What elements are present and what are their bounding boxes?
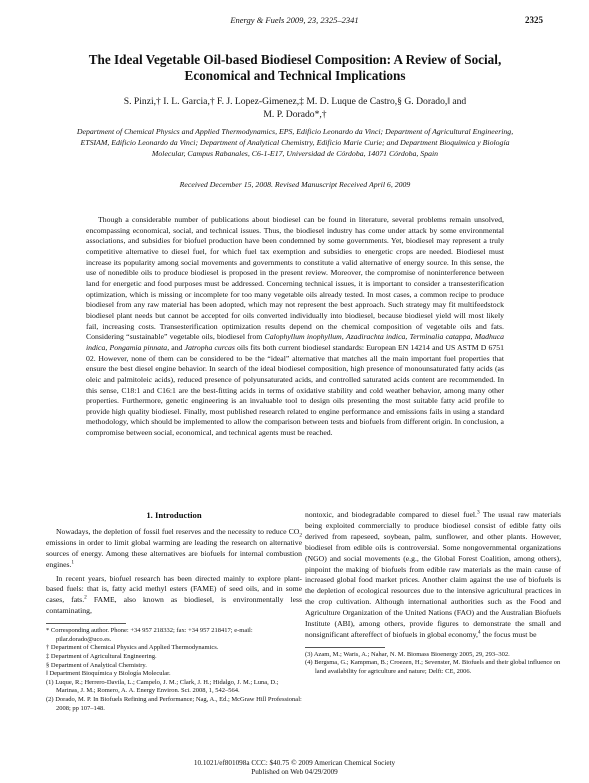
page-footer	[0, 759, 589, 777]
doi-copyright: 10.1021/ef801098a CCC: $40.75 © 2009 American Chemical Society	[193, 759, 396, 767]
authors-line-1: S. Pinzi,† I. L. Garcia,† F. J. Lopez-Gimenez,‡ M. D. Luque de Castro,§ G. Dorado,‖ and	[123, 96, 467, 107]
reference: (2) Dorado, M. P. In Biofuels Refining and Performance; Nag, A., Ed.; McGraw Hill Professional: 2008; pp 107–148.	[46, 695, 302, 712]
section-heading-introduction: 1. Introduction	[146, 510, 202, 520]
abstract-separator: ,	[105, 342, 110, 352]
abstract-separator: , and	[167, 342, 185, 352]
right-column	[305, 510, 561, 677]
species-name: Calophyllum inophyllum	[264, 332, 342, 342]
text-run: nontoxic, and biodegradable compared to diesel fuel.	[305, 510, 477, 519]
reference: (1) Luque, R.; Herrero-Davila, L.; Campelo, J. M.; Clark, J. H.; Hidalgo, J. M.; Luna, D.; Marinas, J. M.; Romero, A. A. Energy Environ. Sci. 2008, 1, 542–564.	[46, 678, 279, 695]
citation-marker: 2	[84, 594, 87, 601]
footnote-rule	[305, 647, 385, 648]
citation-marker: 1	[71, 559, 75, 566]
footnotes-left	[46, 627, 302, 713]
species-name: Terminalia catappa	[409, 332, 471, 342]
intro-paragraph-continued	[305, 510, 561, 641]
abstract-text-2: oils fits both current biodiesel standards: European EN 14214 and US ASTM D 6751 02. However, none of them can be considered to be the “ideal” alternative that matches all the main important fuel properties that ensure the best diesel engine behavior. In search of the ideal biodiesel composition, high presence of monounsaturated fatty acids (as oleic and palmitoleic acids), reduced presence of polyunsaturated acids, and controlled saturated acids content are recommended. In this sense, C18:1 and C16:1 are the best-fitting acids in terms of oxidative stability and cold weather behavior, among many other properties. Furthermore, genetic engineering is an invaluable tool to design oils presenting the most suitable fatty acid profile to provide high quality biodiesel. Finally, most published research related to engine performance and emissions fails in using a standard methodology, which should be implemented to allow the comparison between tests and biofuels from different origin. In conclusion, a compromise between social, economical, and technical agents must be reached.	[86, 342, 504, 438]
running-header	[0, 15, 589, 27]
species-name: Madhuca indica	[86, 332, 505, 352]
text-run: The usual raw materials being exploited commercially to produce biodiesel consist of edible fatty oils derived from rapeseed, soybean, palm, sunflower, and other plants. However, biodiesel from edible oils is controversial. Some nongovernmental organizations (NGO) and social movements (e.g., the Global Forest Coalition, among others), pinpoint the making of biofuels from edible raw materials as the main cause of increased global food market prices. Another claim against the use of biofuels is the depletion of ecological resources due to the intensive agricultural practices in the crop cultivation. Although international authorities such as the Food and Agriculture Organization of the United Nations (FAO) and the Australian Biofuels Institute (ABI), among others, provide figures to demonstrate the small and nonsignificant aftereffect of biofuels in global economy,	[305, 510, 561, 639]
affiliations: Department of Chemical Physics and Applied Thermodynamics, EPS, Edificio Leonardo da Vinci; Department of Agricultural Engineering, ETSIAM, Edificio Leonardo da Vinci; Department of Analytical Chemistry, Edificio Marie Curie; and Department Bioquímica y Biología Molecular, Campus Rabanales, C6-1-E17, Universidad de Córdoba, 14071 Córdoba, Spain	[76, 127, 514, 158]
paper-title: The Ideal Vegetable Oil-based Biodiesel Composition: A Review of Social, Economical and Technical Implications	[88, 52, 502, 83]
reference: (3) Azam, M.; Waris, A.; Nahar, N. M. Biomass Bioenergy 2005, 29, 293–302.	[305, 650, 510, 658]
footnote: ‡ Department of Agricultural Engineering.	[46, 652, 157, 660]
publication-date: Published on Web 04/29/2009	[251, 768, 338, 776]
text-run: FAME, also known as biodiesel, is environmentally less contaminating,	[46, 595, 302, 616]
species-name: Pongamia pinnata	[109, 342, 168, 352]
reference: (4) Bergsma, G.; Kampman, B.; Croezen, H.; Sevenster, M. Biofuels and their global influence on land availability for agriculture and nature; Delft: CE, 2006.	[305, 659, 561, 676]
citation-marker: 3	[476, 509, 480, 516]
species-name: Jatropha curcas	[184, 342, 235, 352]
received-dates: Received December 15, 2008. Revised Manuscript Received April 6, 2009	[179, 180, 411, 189]
text-run: the focus must be	[480, 629, 537, 639]
abstract-separator: ,	[341, 332, 346, 342]
text-run: Nowadays, the depletion of fossil fuel reserves and the necessity to reduce CO	[56, 526, 300, 536]
journal-reference: Energy & Fuels 2009, 23, 2325–2341	[230, 15, 359, 25]
text-run: emissions in order to limit global warming are leading the research on alternative sources of energy. Among these alternatives are biofuels for internal combustion engines.	[46, 537, 302, 569]
page-number: 2325	[525, 15, 543, 25]
species-name: Azadirachta indica	[345, 332, 406, 342]
footnote-rule	[46, 623, 126, 624]
footnote: § Department of Analytical Chemistry.	[46, 661, 147, 669]
abstract-text-1: Though a considerable number of publications about biodiesel can be found in literature, several problems remain unsolved, encompassing economical, social, and technical issues. Thus, the biodiesel industry has come under attack by some environmental associations, and subsidies for biofuel production have been condemned by some governments. Yet, biodiesel may represent a truly competitive alternative to diesel fuel, for which fuel tax exemption and subsidies to energetic crops are needed. Biodiesel must increase its popularity among social movements and governments to constitute a valid alternative of energy source. In this sense, the use of nonedible oils to produce biodiesel is proposed in the present review. Moreover, the compromise of noninterference between land for energetic and food purposes must be addressed. Concerning technical issues, it is important to consider a transesterification optimization, which is missing or incomplete for too many vegetable oils already tested. In most cases, a common recipe to produce biodiesel from any raw material has been adopted, which may not represent the best approach. Such strategy may fit multifeedstock biodiesel plant needs but cannot be accepted for oils converted individually into biodiesel, because biodiesel yield will most likely fail, increasing costs. Transesterification optimization results depend on the chemical composition of vegetable oils and fats. Considering “sustainable” vegetable oils, biodiesel from	[86, 215, 504, 342]
left-column	[46, 510, 302, 713]
footnote: * Corresponding author. Phone: +34 957 218332; fax: +34 957 218417; e-mail: pilar.dorado@uco.es.	[46, 627, 253, 643]
abstract-separator: ,	[405, 332, 410, 342]
citation-marker: 4	[477, 629, 481, 636]
footnote: † Department of Chemical Physics and Applied Thermodynamics.	[46, 644, 219, 652]
footnotes-right	[305, 651, 561, 677]
authors-line-2: M. P. Dorado*,†	[263, 109, 327, 120]
footnote: ‖ Department Bioquímica y Biología Molecular.	[46, 670, 171, 678]
intro-paragraph-1	[46, 527, 302, 571]
text-run: In recent years, biofuel research has been directed mainly to explore plant-based fuels: that is, fatty acid methyl esters (FAME) of seed oils, and in some cases, fats.	[46, 573, 302, 605]
abstract-separator: ,	[470, 332, 475, 342]
abstract	[86, 215, 504, 439]
intro-paragraph-2	[46, 574, 302, 618]
subscript: 2	[299, 532, 302, 539]
author-list	[60, 95, 530, 121]
